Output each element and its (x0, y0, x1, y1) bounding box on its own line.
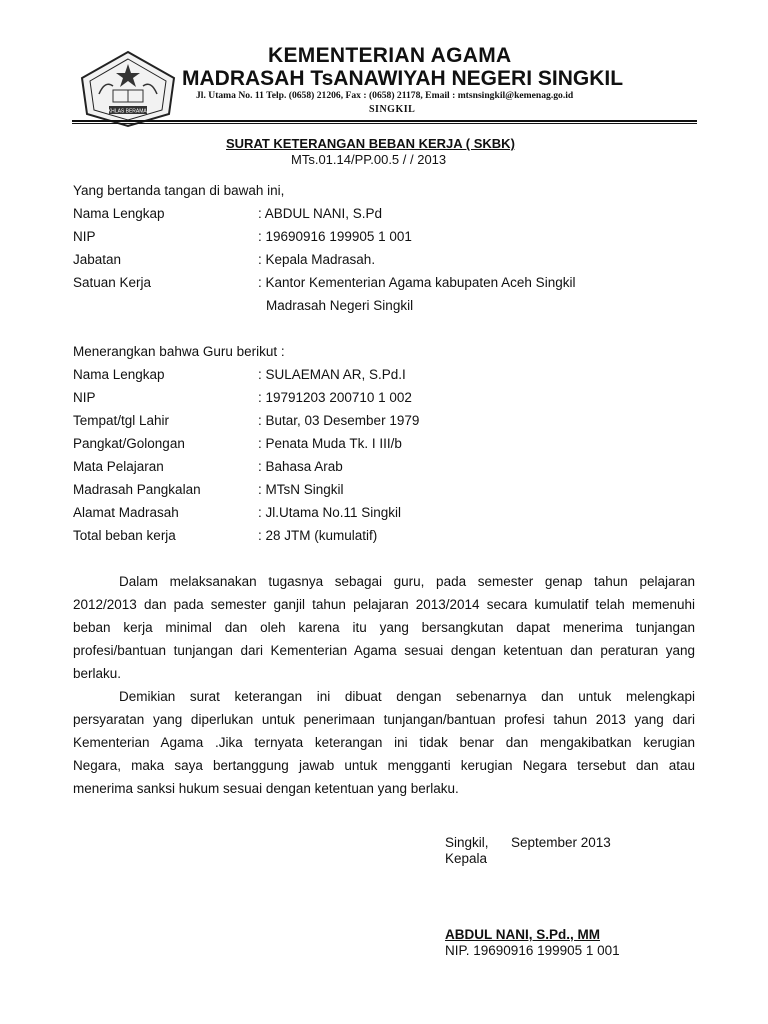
paragraph-line: Demikian surat keterangan ini dibuat dengan sebenarnya dan untuk melengkapi (119, 689, 695, 704)
paragraph-line: 2012/2013 dan pada semester ganjil tahun pelajaran 2013/2014 secara kumulatif telah memenuhi (73, 597, 695, 612)
signatory-label: Satuan Kerja (73, 275, 152, 290)
paragraph-line: profesi/bantuan tunjangan dari Kementerian Agama sesuai dengan ketentuan dan peraturan yang (73, 643, 695, 658)
teacher-value: : Butar, 03 Desember 1979 (258, 413, 420, 428)
signatory-value-cont: Madrasah Negeri Singkil (266, 298, 414, 313)
teacher-value: : MTsN Singkil (258, 482, 344, 497)
letterhead-rule (72, 120, 697, 122)
teacher-value: : Penata Muda Tk. I III/b (258, 436, 402, 451)
kemenag-logo (79, 50, 177, 128)
signatory-value: : Kepala Madrasah. (258, 252, 376, 267)
signatory-value: : ABDUL NANI, S.Pd (258, 206, 383, 221)
letterhead-address: Jl. Utama No. 11 Telp. (0658) 21206, Fax : (0658) 21178, Email : mtsnsingkil@kemenag.go.id (196, 90, 574, 101)
signer-name: ABDUL NANI, S.Pd., MM (445, 927, 600, 942)
teacher-value: : 28 JTM (kumulatif) (258, 528, 378, 543)
paragraph-line: Negara, maka saya bertanggung jawab untuk mengganti kerugian Negara tersebut dan atau (73, 758, 695, 773)
org-name: KEMENTERIAN AGAMA (268, 44, 512, 67)
teacher-label: Alamat Madrasah (73, 505, 179, 520)
teacher-label: Pangkat/Golongan (73, 436, 185, 451)
teacher-label: Nama Lengkap (73, 367, 165, 382)
teacher-label: NIP (73, 390, 96, 405)
teacher-value: : SULAEMAN AR, S.Pd.I (258, 367, 406, 382)
signature-position: Kepala (445, 851, 488, 866)
signer-nip: NIP. 19690916 199905 1 001 (445, 943, 620, 958)
teacher-label: Total beban kerja (73, 528, 176, 543)
letterhead-rule-thin (72, 123, 697, 124)
signature-date: September 2013 (511, 835, 611, 850)
logo-motto: IKHLAS BERAMAL (106, 108, 150, 115)
signatory-label: Nama Lengkap (73, 206, 165, 221)
body-paragraph-1 (73, 570, 695, 685)
teacher-value: : Jl.Utama No.11 Singkil (258, 505, 402, 520)
teacher-value: : 19791203 200710 1 002 (258, 390, 412, 405)
body-paragraph-2 (73, 685, 695, 800)
paragraph-line: persyaratan yang diperlukan untuk penerimaan tunjangan/bantuan profesi tahun 2013 yang dari (73, 712, 695, 727)
paragraph-line: berlaku. (73, 666, 122, 681)
teacher-value: : Bahasa Arab (258, 459, 343, 474)
paragraph-line: menerima sanksi hukum sesuai dengan ketentuan yang berlaku. (73, 781, 459, 796)
letterhead-city: SINGKIL (369, 104, 416, 115)
signatory-label: Jabatan (73, 252, 122, 267)
signatory-label: NIP (73, 229, 96, 244)
signature-place: Singkil, (445, 835, 489, 850)
school-name: MADRASAH TsANAWIYAH NEGERI SINGKIL (182, 67, 624, 90)
letter-number: MTs.01.14/PP.00.5 / / 2013 (291, 152, 447, 167)
paragraph-line: beban kerja minimal dan oleh karena itu yang bersangkutan dapat menerima tunjangan (73, 620, 695, 635)
teacher-label: Mata Pelajaran (73, 459, 164, 474)
paragraph-line: Dalam melaksanakan tugasnya sebagai guru, pada semester genap tahun pelajaran (119, 574, 695, 589)
paragraph-line: Kementerian Agama .Jika ternyata keterangan ini tidak benar dan mengakibatkan kerugian (73, 735, 695, 750)
signatory-value: : Kantor Kementerian Agama kabupaten Aceh Singkil (258, 275, 576, 290)
teacher-label: Madrasah Pangkalan (73, 482, 201, 497)
teacher-label: Tempat/tgl Lahir (73, 413, 170, 428)
statement-text: Menerangkan bahwa Guru berikut : (73, 344, 285, 359)
intro-text: Yang bertanda tangan di bawah ini, (73, 183, 285, 198)
signatory-value: : 19690916 199905 1 001 (258, 229, 412, 244)
letter-title: SURAT KETERANGAN BEBAN KERJA ( SKBK) (226, 136, 515, 151)
